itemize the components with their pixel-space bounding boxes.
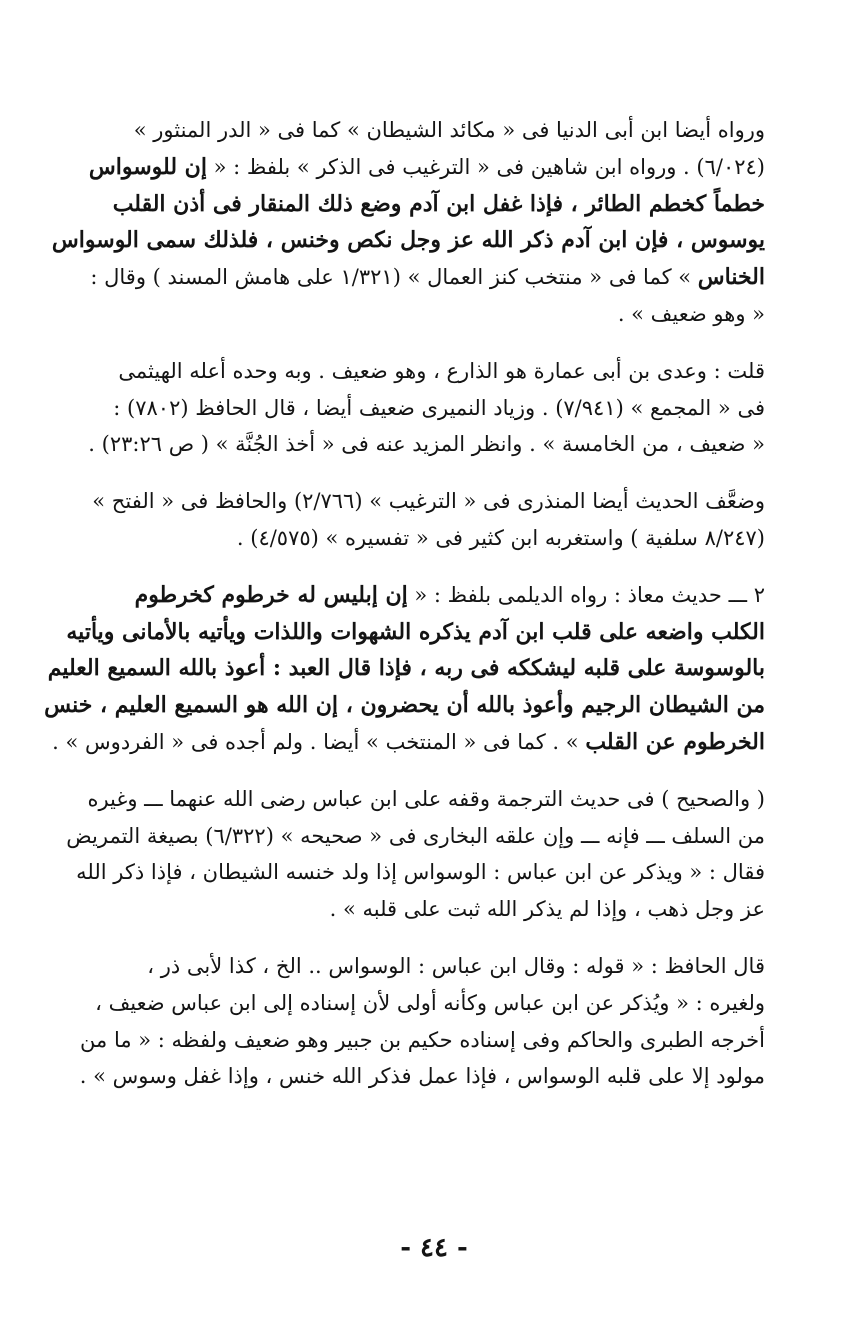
commentary-text: فقال : « ويذكر عن ابن عباس : الوسواس إذا ولد خنسه الشيطان ، فإذا ذكر الله <box>76 860 765 885</box>
commentary-text: ٢ ـــ حديث معاذ : رواه الديلمى بلفظ : « <box>407 582 765 607</box>
hadith-text: إن للوسواس <box>88 153 207 180</box>
text-line <box>40 891 765 928</box>
hadith-text: بالوسوسة على قلبه ليشككه فى ربه ، فإذا قال العبد : أعوذ بالله السميع العليم <box>47 655 765 682</box>
hadith-text: إن إبليس له خرطوم كخرطوم <box>134 581 408 608</box>
hadith-text: الكلب واضعه على قلب ابن آدم يذكره الشهوات واللذات ويأتيه بالأمانى ويأتيه <box>66 618 765 645</box>
commentary-text: « وهو ضعيف » . <box>617 301 765 326</box>
page-number: - ٤٤ - <box>400 1233 468 1263</box>
text-line <box>40 724 765 761</box>
text-line <box>40 186 765 223</box>
text-line <box>40 259 765 296</box>
paragraph-p6 <box>40 948 765 1095</box>
commentary-text: ولغيره : « ويُذكر عن ابن عباس وكأنه أولى لأن إسناده إلى ابن عباس ضعيف ، <box>95 990 765 1015</box>
hadith-text: خطماً كخطم الطائر ، فإذا غفل ابن آدم وضع ذلك المنقار فى أذن القلب <box>112 190 765 217</box>
commentary-text: عز وجل ذهب ، وإذا لم يذكر الله ثبت على قلبه » . <box>329 897 765 922</box>
text-line <box>40 353 765 390</box>
text-line <box>40 854 765 891</box>
commentary-text: ( والصحيح ) فى حديث الترجمة وقفه على ابن عباس رضى الله عنهما ـــ وغيره <box>87 786 765 811</box>
text-line <box>40 650 765 687</box>
text-line <box>40 577 765 614</box>
hadith-text: من الشيطان الرجيم وأعوذ بالله أن يحضرون ، إن الله هو السميع العليم ، خنس <box>44 692 765 719</box>
paragraph-p3 <box>40 483 765 557</box>
commentary-text: فى « المجمع » (٧/٩٤١) . وزياد النميرى ضعيف أيضا ، قال الحافظ (٧٨٠٢) : <box>113 395 765 420</box>
text-line <box>40 222 765 259</box>
commentary-text: « ضعيف ، من الخامسة » . وانظر المزيد عنه فى « أخذ الجُنَّة » ( ص ٢٣:٢٦) . <box>88 432 765 457</box>
hadith-text: يوسوس ، فإن ابن آدم ذكر الله عز وجل نكص وخنس ، فلذلك سمى الوسواس <box>51 227 765 254</box>
commentary-text: أخرجه الطبرى والحاكم وفى إسناده حكيم بن جبير وهو ضعيف ولفظه : « ما من <box>80 1027 765 1052</box>
commentary-text: قلت : وعدى بن أبى عمارة هو الذارع ، وهو ضعيف . وبه وحده أعله الهيثمى <box>118 358 765 383</box>
commentary-text: وضعَّف الحديث أيضا المنذرى فى « الترغيب » (٢/٧٦٦) والحافظ فى « الفتح » <box>92 489 765 514</box>
paragraph-p5 <box>40 781 765 928</box>
commentary-text: مولود إلا على قلبه الوسواس ، فإذا عمل فذكر الله خنس ، وإذا غفل وسوس » . <box>79 1064 765 1089</box>
commentary-text: » . كما فى « المنتخب » أيضا . ولم أجده فى « الفردوس » . <box>52 729 586 754</box>
paragraph-p2 <box>40 353 765 463</box>
text-line <box>40 985 765 1022</box>
text-line <box>40 296 765 333</box>
text-line <box>40 1022 765 1059</box>
text-line <box>40 426 765 463</box>
commentary-text: من السلف ـــ فإنه ـــ وإن علقه البخارى فى « صحيحه » (٦/٣٢٢) بصيغة التمريض <box>66 823 765 848</box>
paragraph-p1 <box>40 112 765 333</box>
text-line <box>40 1058 765 1095</box>
commentary-text: » كما فى « منتخب كنز العمال » (١/٣٢١ على هامش المسند ) وقال : <box>90 265 698 290</box>
page-body <box>40 112 765 1115</box>
commentary-text: قال الحافظ : « قوله : وقال ابن عباس : الوسواس .. الخ ، كذا لأبى ذر ، <box>147 953 765 978</box>
text-line <box>40 390 765 427</box>
text-line <box>40 781 765 818</box>
text-line <box>40 948 765 985</box>
hadith-text: الخرطوم عن القلب <box>585 728 765 755</box>
paragraph-p4 <box>40 577 765 761</box>
commentary-text: ورواه أيضا ابن أبى الدنيا فى « مكائد الشيطان » كما فى « الدر المنثور » <box>133 118 765 142</box>
text-line <box>40 687 765 724</box>
text-line <box>40 112 765 149</box>
text-line <box>40 614 765 651</box>
text-line <box>40 483 765 520</box>
commentary-text: (٦/٠٢٤) . ورواه ابن شاهين فى « الترغيب فى الذكر » بلفظ : « <box>206 154 765 179</box>
text-line <box>40 520 765 557</box>
text-line <box>40 818 765 855</box>
hadith-text: الخناس <box>697 264 765 291</box>
commentary-text: (٨/٢٤٧ سلفية ) واستغربه ابن كثير فى « تفسيره » (٤/٥٧٥) . <box>236 525 765 550</box>
text-line <box>40 149 765 186</box>
